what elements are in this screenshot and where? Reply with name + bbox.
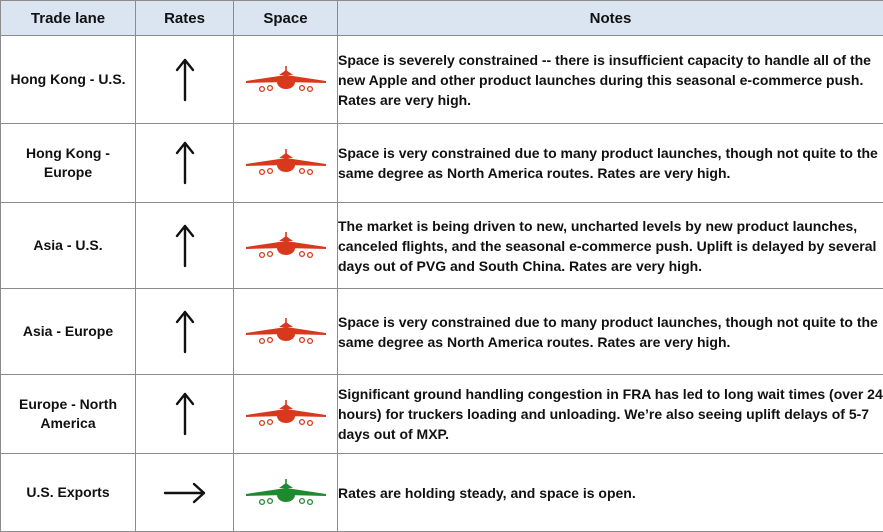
arrow-up-icon bbox=[175, 310, 195, 354]
space-cell bbox=[234, 124, 338, 203]
header-notes: Notes bbox=[338, 1, 883, 36]
header-trade-lane: Trade lane bbox=[1, 1, 136, 36]
space-cell bbox=[234, 203, 338, 289]
notes-cell: Rates are holding steady, and space is open. bbox=[338, 454, 883, 532]
trade-lane-cell: Hong Kong - U.S. bbox=[1, 36, 136, 124]
table-row bbox=[1, 203, 883, 289]
table-row bbox=[1, 36, 883, 124]
rate-cell bbox=[136, 203, 234, 289]
notes-cell: The market is being driven to new, uncharted levels by new product launches, canceled flights, and the seasonal e-commerce push. Uplift is delayed by several days out of PVG and South China. Rates are very high. bbox=[338, 203, 883, 289]
arrow-up-icon bbox=[175, 224, 195, 268]
notes-cell: Space is severely constrained -- there is insufficient capacity to handle all of the new Apple and other product launches during this seasonal e-commerce push. Rates are very high. bbox=[338, 36, 883, 124]
rate-cell bbox=[136, 289, 234, 375]
airplane-red-icon bbox=[244, 65, 328, 95]
header-row bbox=[1, 1, 883, 36]
space-cell bbox=[234, 289, 338, 375]
rate-cell bbox=[136, 36, 234, 124]
trade-lane-cell: Asia - Europe bbox=[1, 289, 136, 375]
space-cell bbox=[234, 454, 338, 532]
airplane-green-icon bbox=[244, 478, 328, 508]
arrow-up-icon bbox=[175, 141, 195, 185]
trade-lane-cell: Asia - U.S. bbox=[1, 203, 136, 289]
notes-cell: Space is very constrained due to many product launches, though not quite to the same degree as North America routes. Rates are very high. bbox=[338, 289, 883, 375]
rate-cell bbox=[136, 454, 234, 532]
header-rates: Rates bbox=[136, 1, 234, 36]
trade-lane-cell: Hong Kong - Europe bbox=[1, 124, 136, 203]
table-row bbox=[1, 289, 883, 375]
table-row bbox=[1, 375, 883, 454]
arrow-up-icon bbox=[175, 58, 195, 102]
notes-cell: Space is very constrained due to many product launches, though not quite to the same degree as North America routes. Rates are very high. bbox=[338, 124, 883, 203]
airplane-red-icon bbox=[244, 399, 328, 429]
arrow-right-icon bbox=[163, 481, 207, 505]
airplane-red-icon bbox=[244, 148, 328, 178]
header-space: Space bbox=[234, 1, 338, 36]
space-cell bbox=[234, 36, 338, 124]
table-row bbox=[1, 454, 883, 532]
airplane-red-icon bbox=[244, 317, 328, 347]
airplane-red-icon bbox=[244, 231, 328, 261]
rate-cell bbox=[136, 124, 234, 203]
space-cell bbox=[234, 375, 338, 454]
trade-lane-cell: Europe - North America bbox=[1, 375, 136, 454]
arrow-up-icon bbox=[175, 392, 195, 436]
notes-cell: Significant ground handling congestion in FRA has led to long wait times (over 24 hours) for truckers loading and unloading. We’re also seeing uplift delays of 5-7 days out of MXP. bbox=[338, 375, 883, 454]
table-row bbox=[1, 124, 883, 203]
rate-cell bbox=[136, 375, 234, 454]
trade-lane-cell: U.S. Exports bbox=[1, 454, 136, 532]
